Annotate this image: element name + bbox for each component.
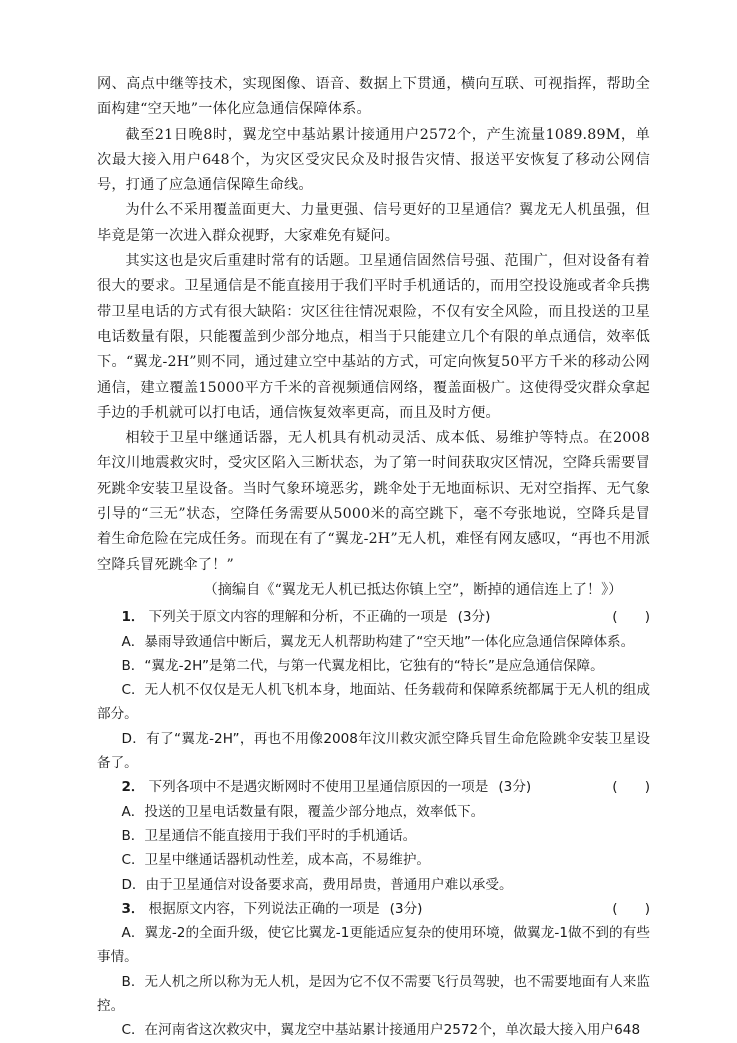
question-number: 1． <box>121 609 145 626</box>
option-b[interactable]: B．卫星通信不能直接用于我们平时的手机通话。 <box>121 827 417 844</box>
option-a[interactable]: A．翼龙-2的全面升级，使它比翼龙-1更能适应复杂的使用环境，做翼龙-1做不到的有些事情。 <box>97 925 650 966</box>
reading-passage <box>97 72 650 603</box>
question-stem <box>97 897 650 921</box>
question-2 <box>97 775 650 896</box>
option-b[interactable]: B．“翼龙-2H”是第二代，与第一代翼龙相比，它独有的“特长”是应急通信保障。 <box>121 657 604 674</box>
question-text: 根据原文内容，下列说法正确的一项是 <box>148 900 380 917</box>
passage-paragraph: 相较于卫星中继通话器，无人机具有机动灵活、成本低、易维护等特点。在2008年汶川地震救灾时，受灾区陷入三断状态，为了第一时间获取灾区情况，空降兵需要冒死跳伞安装卫星设备。当时气象环境恶劣，跳伞处于无地面标识、无对空指挥、无气象引导的“三无”状态，空降任务需要从5000米的高空跳下，毫不夸张地说，空降兵是冒着生命危险在完成任务。而现在有了“翼龙-2H”无人机，难怪有网友感叹，“再也不用派空降兵冒死跳伞了！” <box>97 430 650 573</box>
passage-paragraph: 截至21日晚8时，翼龙空中基站累计接通用户2572个，产生流量1089.89M，单次最大接入用户648个，为灾区受灾民众及时报告灾情、报送平安恢复了移动公网信号，打通了应急通信保障生命线。 <box>97 126 650 194</box>
question-score: (3分) <box>498 779 532 796</box>
question-text: 下列各项中不是遇灾断网时不使用卫星通信原因的一项是 <box>148 779 489 796</box>
passage-paragraph: 其实这也是灾后重建时常有的话题。卫星通信固然信号强、范围广，但对设备有着很大的要求。卫星通信是不能直接用于我们平时手机通话的，而用空投设施或者伞兵携带卫星电话的方式有很大缺陷：灾区往往情况艰险，不仅有安全风险，而且投送的卫星电话数量有限，只能覆盖到少部分地点，相当于只能建立几个有限的单点通信，效率低下。“翼龙-2H”则不同，通过建立空中基站的方式，可定向恢复50平方千米的移动公网通信，建立覆盖15000平方千米的音视频通信网络，覆盖面极广。这使得受灾群众拿起手边的手机就可以打电话，通信恢复效率更高，而且及时方便。 <box>97 253 650 421</box>
document-page <box>97 72 650 1043</box>
option-a[interactable]: A．投送的卫星电话数量有限，覆盖少部分地点，效率低下。 <box>121 803 485 820</box>
option-d[interactable]: D．有了“翼龙-2H”，再也不用像2008年汶川救灾派空降兵冒生命危险跳伞安装卫星设备了。 <box>97 730 650 772</box>
answer-blank[interactable]: ( ) <box>612 609 650 626</box>
answer-blank[interactable]: ( ) <box>612 900 650 917</box>
question-list <box>97 605 650 1042</box>
question-number: 3． <box>121 900 145 917</box>
option-c[interactable]: C．无人机不仅仅是无人机飞机本身，地面站、任务载荷和保障系统都属于无人机的组成部分。 <box>97 682 650 723</box>
option-c[interactable]: C．在河南省这次救灾中，翼龙空中基站累计接通用户2572个，单次最大接入用户648 <box>121 1022 641 1039</box>
question-score: (3分) <box>457 609 491 626</box>
answer-blank[interactable]: ( ) <box>612 779 650 796</box>
question-1 <box>97 605 650 775</box>
option-a[interactable]: A．暴雨导致通信中断后，翼龙无人机帮助构建了“空天地”一体化应急通信保障体系。 <box>121 633 635 650</box>
question-stem <box>97 605 650 629</box>
passage-paragraph-continued: 网、高点中继等技术，实现图像、语音、数据上下贯通，横向互联、可视指挥，帮助全面构建“空天地”一体化应急通信保障体系。 <box>97 76 650 118</box>
option-c[interactable]: C．卫星中继通话器机动性差，成本高，不易维护。 <box>121 852 431 869</box>
question-number: 2． <box>121 779 145 796</box>
question-score: (3分) <box>389 900 423 917</box>
option-d[interactable]: D．由于卫星通信对设备要求高，费用昂贵，普通用户难以承受。 <box>121 876 513 893</box>
passage-source-note: （摘编自《“翼龙无人机已抵达你镇上空”，断掉的通信连上了！》） <box>203 581 623 598</box>
question-stem <box>97 775 650 799</box>
option-b[interactable]: B．无人机之所以称为无人机，是因为它不仅不需要飞行员驾驶，也不需要地面有人来监控。 <box>97 973 650 1014</box>
passage-paragraph: 为什么不采用覆盖面更大、力量更强、信号更好的卫星通信？翼龙无人机虽强，但毕竟是第一次进入群众视野，大家难免有疑问。 <box>97 202 650 244</box>
question-text: 下列关于原文内容的理解和分析，不正确的一项是 <box>148 609 448 626</box>
